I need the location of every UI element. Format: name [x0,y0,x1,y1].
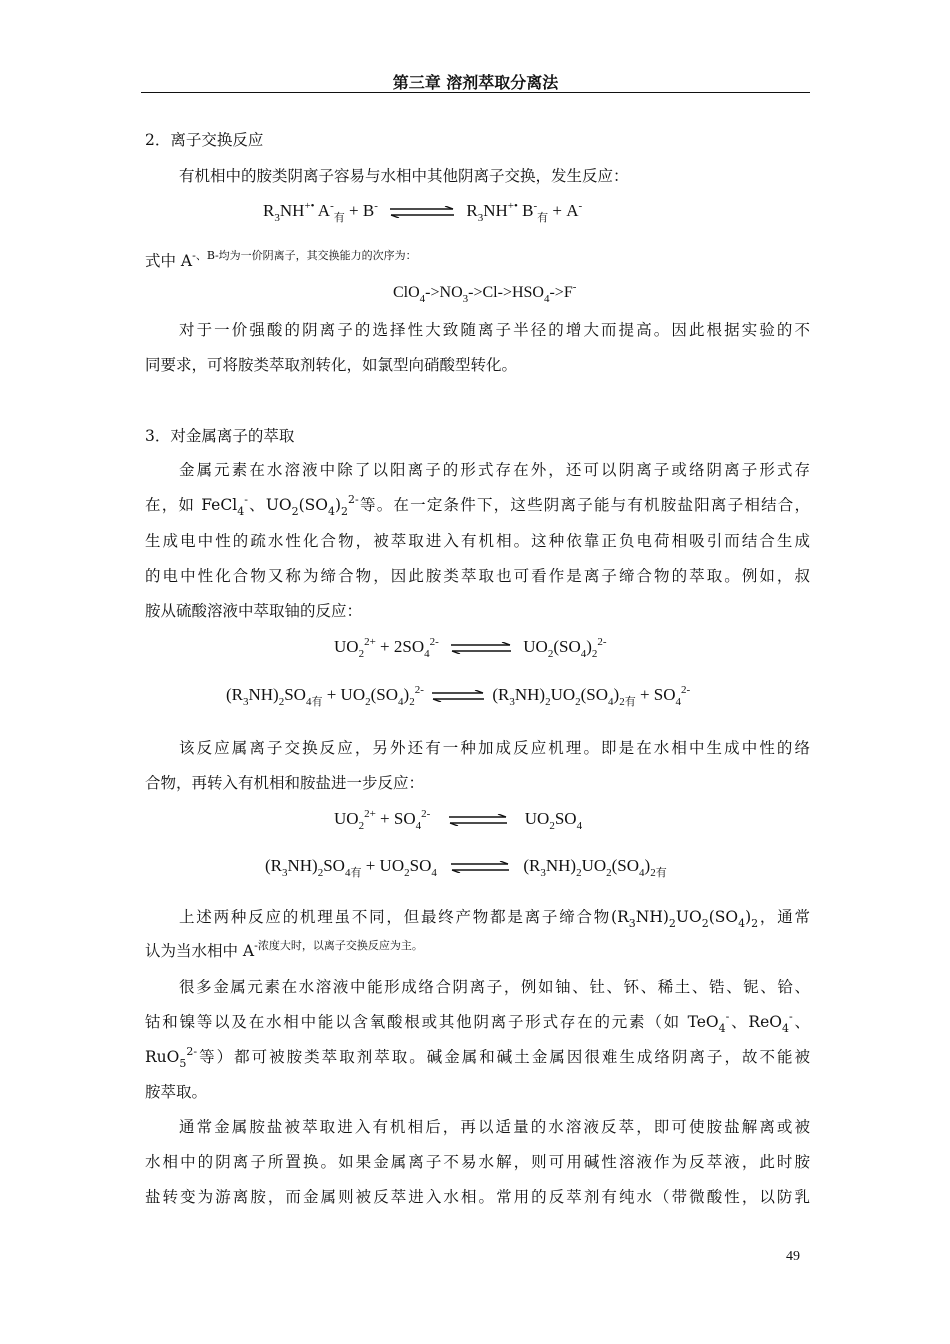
sec2-paragraph-3-line-1: 对于一价强酸的阴离子的选择性大致随离子半径的增大而提高。因此根据实验的不 [179,321,810,339]
page-number: 49 [786,1249,800,1264]
equation-amine-uranyl-exchange: $(R_3NH)_2SO_{4有} + UO_2(SO_4)_2^{2-}$ $(R_3NH)_2UO_2(SO_4)_{2有} + SO_4^{2-}$ [226,684,691,708]
equation-ion-exchange: $R_3NH^{+•}$ $A^-_有 + B^-$ $R_3NH^{+•}$ $B^-_有 + A^-$ [263,200,583,224]
sec3-paragraph-1-line-2: 在，如 FeCl$_4$-、$UO_2(SO_4)_2^{2-}$等。在一定条件下，这些阴离子能与有机胺盐阳离子相结合， [145,493,810,518]
equilibrium-arrow-icon [449,814,507,826]
equilibrium-arrow-icon [390,206,454,218]
sec3-paragraph-5-line-2: 水相中的阴离子所置换。如果金属离子不易水解，则可用碱性溶液作为反萃液，此时胺 [145,1153,810,1171]
sec3-paragraph-5-line-3: 盐转变为游离胺，而金属则被反萃进入水相。常用的反萃剂有纯水（带微酸性，以防乳 [145,1188,810,1206]
equation-amine-addition: $(R_3NH)_2SO_{4有} + UO_2SO_4$ $(R_3NH)_2UO_2(SO_4)_{2有}$ [265,856,667,879]
sec3-paragraph-1-line-1: 金属元素在水溶液中除了以阳离子的形式存在外，还可以阴离子或络阴离子形式存 [179,461,810,479]
sec3-paragraph-4-line-3: RuO$_5^{2-}$等）都可被胺类萃取剂萃取。碱金属和碱土金属因很难生成络阴离子，故不能被 [145,1045,810,1070]
equation-uranyl-sulfate-neutral: $UO_2^{2+} + SO_4^{2-}$ $UO_2SO_4$ [334,808,583,832]
header-rule [141,92,810,93]
sec3-paragraph-2-line-2: 合物，再转入有机相和胺盐进一步反应： [145,774,425,792]
sec2-paragraph-1: 有机相中的胺类阴离子容易与水相中其他阴离子交换，发生反应： [179,167,629,185]
sec3-paragraph-1-line-5: 胺从硫酸溶液中萃取铀的反应： [145,602,363,620]
equilibrium-arrow-icon [451,642,511,654]
sec3-paragraph-4-line-2: 钴和镍等以及在水相中能以含氧酸根或其他阴离子形式存在的元素（如 TeO$_4$-、ReO$_4$-、 [145,1010,810,1035]
section-heading-3: 3．对金属离子的萃取 [145,427,295,445]
equation-uranyl-sulfate-complex: $UO_2^{2+} + 2SO_4^{2-}$ $UO_2(SO_4)_2^{2-}$ [334,636,607,660]
sec3-paragraph-3-line-2: 认为当水相中 $A^{-浓度大时,以离子交换反应为主。}$ [145,939,423,960]
sec3-paragraph-1-line-3: 生成电中性的疏水性化合物，被萃取进入有机相。这种依靠正负电荷相吸引而结合生成 [145,532,810,550]
equilibrium-arrow-icon [451,861,509,873]
running-header: 第三章 溶剂萃取分离法 [392,73,559,92]
sec2-paragraph-3-line-2: 同要求，可将胺类萃取剂转化，如氯型向硝酸型转化。 [145,356,518,374]
sec3-paragraph-4-line-1: 很多金属元素在水溶液中能形成络合阴离子，例如铀、钍、钚、稀土、锆、铌、铪、 [179,978,810,996]
equilibrium-arrow-icon [432,690,484,702]
sec2-paragraph-2: 式中 $A^{-、B-均为一价阴离子,其交换能力的次序为:}$ [145,249,417,270]
exchange-order: $ClO_4->NO_3->Cl->HSO_4->F^-$ [393,281,577,305]
sec3-paragraph-1-line-4: 的电中性化合物又称为缔合物，因此胺类萃取也可看作是离子缔合物的萃取。例如，叔 [145,567,810,585]
sec3-paragraph-3-line-1: 上述两种反应的机理虽不同，但最终产物都是离子缔合物$(R_3NH)_2UO_2(SO_4)_2$，通常 [179,908,810,930]
sec3-paragraph-4-line-4: 胺萃取。 [145,1083,208,1101]
sec3-paragraph-2-line-1: 该反应属离子交换反应，另外还有一种加成反应机理。即是在水相中生成中性的络 [179,739,810,757]
section-heading-2: 2．离子交换反应 [145,131,264,149]
sec3-paragraph-5-line-1: 通常金属胺盐被萃取进入有机相后，再以适量的水溶液反萃，即可使胺盐解离或被 [179,1118,810,1136]
